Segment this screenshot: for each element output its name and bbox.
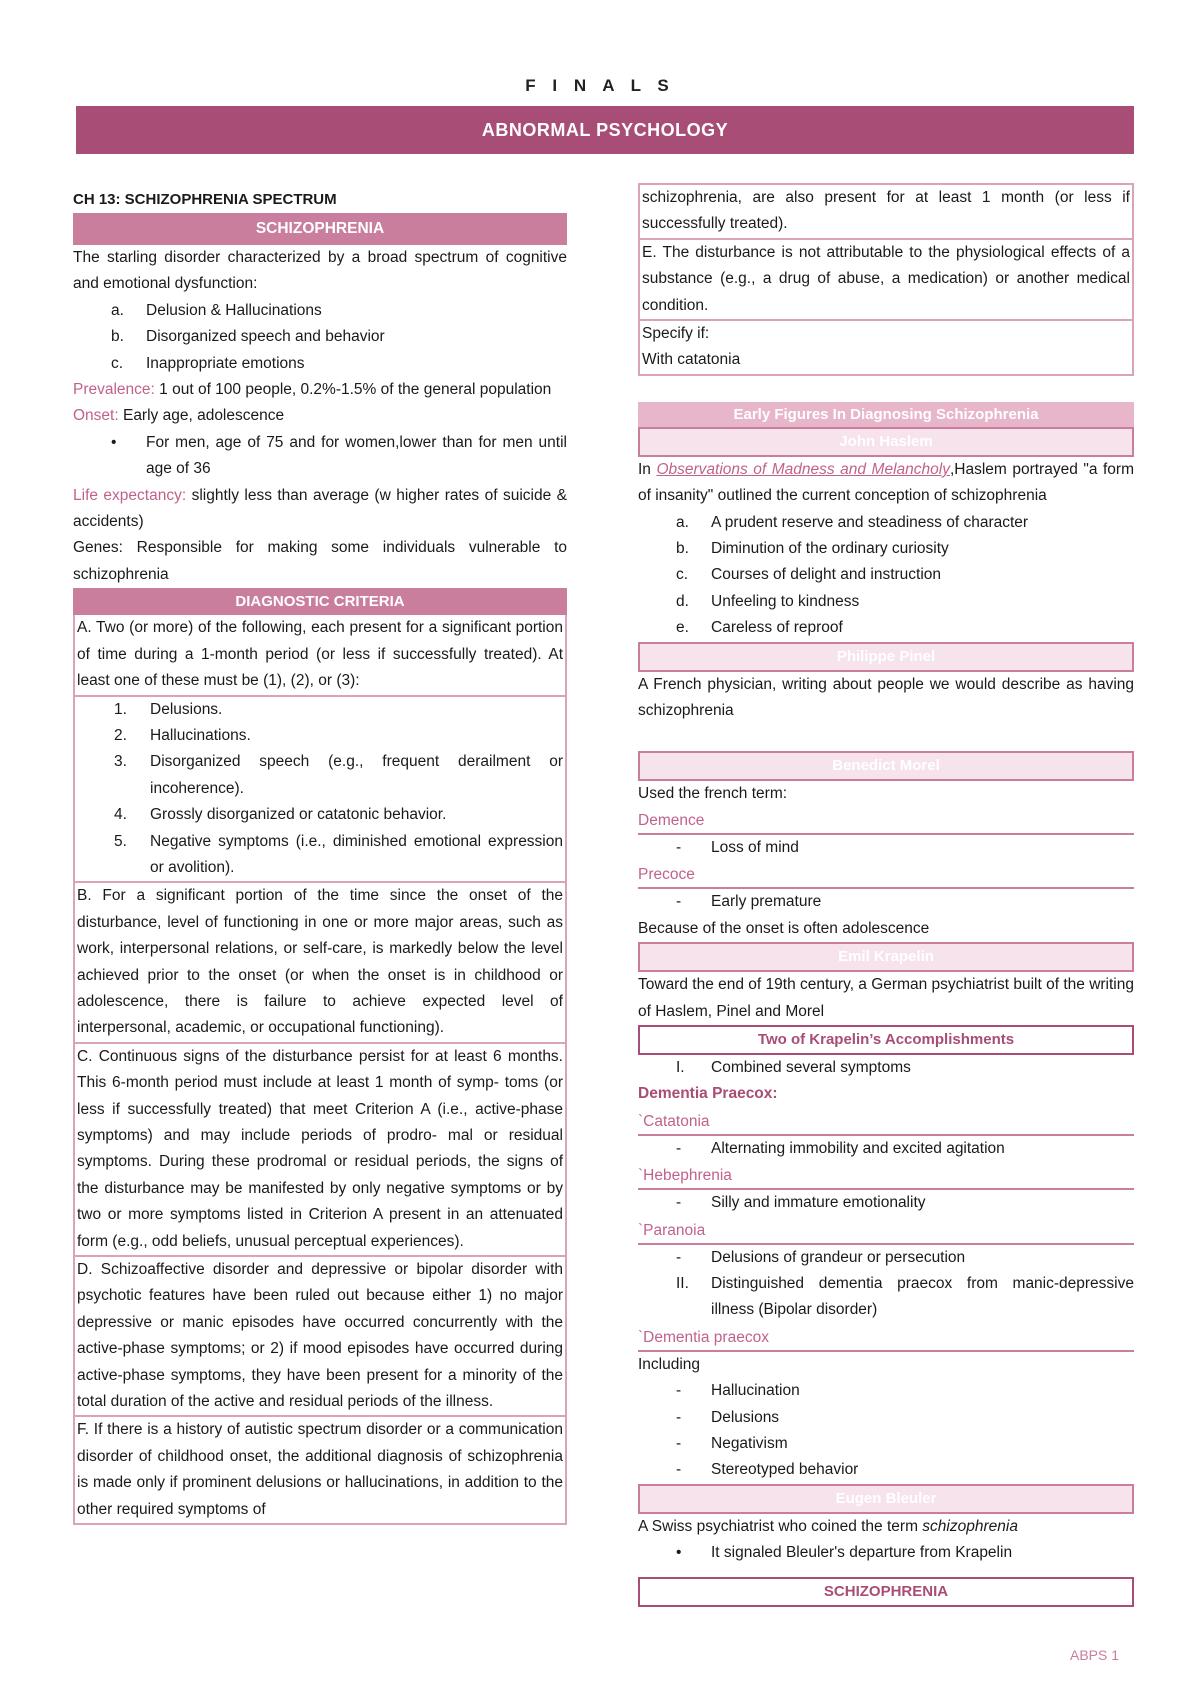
criterion-f: F. If there is a history of autistic spectrum disorder or a communication disorder of childhood onset, the additional diagnosis of schizophrenia is made only if prominent delusions or hallucinations, in addition to the other required symptoms of <box>73 1417 567 1525</box>
list-item: 5. Negative symptoms (i.e., diminished emotional expression or avolition). <box>114 832 563 876</box>
list-item: c. Courses of delight and instruction <box>676 566 942 584</box>
list-item: a. A prudent reserve and steadiness of character <box>676 513 1029 531</box>
list-item: - Stereotyped behavior <box>676 1461 859 1479</box>
paranoia-item: - Delusions of grandeur or persecution <box>676 1248 966 1266</box>
criterion-a: A. Two (or more) of the following, each present for a significant portion of time during a 1-month period (or less if successfully treated). At least one of these must be (1), (2), or (3): <box>73 615 567 696</box>
hebephrenia-label: `Hebephrenia <box>638 1162 1134 1190</box>
morel-note: Because of the onset is often adolescence <box>638 919 930 937</box>
criterion-d: D. Schizoaffective disorder and depressive or bipolar disorder with psychotic features have been ruled out because either 1) no major depressive or manic episodes have occurred concurrently with the active-phase symptoms; or 2) if mood episodes have occurred during active-phase symptoms, they have been present for a minority of the total duration of the active and residual periods of the illness. <box>73 1257 567 1417</box>
hebephrenia-item: - Silly and immature emotionality <box>676 1194 926 1212</box>
list-item: 3. Disorganized speech (e.g., frequent derailment or incoherence). <box>114 753 563 797</box>
prevalence-line: Prevalence: 1 out of 100 people, 0.2%-1.5% of the general population <box>73 381 552 399</box>
list-item: 1. Delusions. <box>114 700 223 718</box>
haslem-list <box>638 510 1134 642</box>
onset-bullet: • For men, age of 75 and for women,lower than for men until age of 36 <box>111 433 567 478</box>
left-column <box>73 187 567 1525</box>
diagnostic-criteria-header: DIAGNOSTIC CRITERIA <box>73 588 567 615</box>
criterion-a-list <box>73 697 567 884</box>
list-item: c. Inappropriate emotions <box>111 354 305 372</box>
list-item: a. Delusion & Hallucinations <box>111 301 322 319</box>
criterion-e: E. The disturbance is not attributable to the physiological effects of a substance (e.g., a drug of abuse, a medication) or another medical condition. <box>638 240 1134 321</box>
early-figures-header: Early Figures In Diagnosing Schizophrenia <box>638 402 1134 427</box>
subject-banner: ABNORMAL PSYCHOLOGY <box>76 106 1134 154</box>
right-column <box>638 183 1134 1607</box>
morel-intro: Used the french term: <box>638 784 788 802</box>
finals-heading: F I N A L S <box>525 76 675 95</box>
emil-krapelin-header: Emil Krapelin <box>638 942 1134 972</box>
bleuler-paragraph: A Swiss psychiatrist who coined the term schizophrenia <box>638 1517 1018 1535</box>
list-item: - Hallucination <box>676 1382 800 1400</box>
haslem-paragraph: In Observations of Madness and Melancholy,Haslem portrayed "a form of insanity" outlined the current conception of schizophrenia <box>638 460 1134 505</box>
paranoia-label: `Paranoia <box>638 1217 1134 1245</box>
dementia-praecox-label: Dementia Praecox: <box>638 1085 778 1103</box>
life-expectancy-line: Life expectancy: slightly less than average (w higher rates of suicide & accidents) <box>73 486 567 531</box>
list-item: d. Unfeeling to kindness <box>676 592 860 610</box>
specifier-box <box>638 321 1134 376</box>
criterion-c: C. Continuous signs of the disturbance persist for at least 6 months. This 6-month period must include at least 1 month of symp- toms (or less if successfully treated) that meet Criterion A (i.e., active-phase symptoms) and may include periods of prodro- mal or residual symptoms. During these prodromal or residual periods, the signs of the disturbance may be manifested by only negative symptoms or by two or more symptoms listed in Criterion A present in an attenuated form (e.g., odd beliefs, unusual perceptual experiences). <box>73 1044 567 1257</box>
benedict-morel-header: Benedict Morel <box>638 751 1134 781</box>
including-label: Including <box>638 1355 701 1373</box>
john-haslem-header: John Haslem <box>638 427 1134 457</box>
dementia-praecox-2-label: `Dementia praecox <box>638 1324 1134 1352</box>
demence-label: Demence <box>638 807 1134 835</box>
precoce-label: Precoce <box>638 861 1134 889</box>
pinel-paragraph: A French physician, writing about people we would describe as having schizophrenia <box>638 675 1134 720</box>
bleuler-bullet: • It signaled Bleuler's departure from Krapelin <box>676 1544 1013 1562</box>
intro-paragraph: The starling disorder characterized by a broad spectrum of cognitive and emotional dysfunction: <box>73 249 567 293</box>
accomplishment-1: I. Combined several symptoms <box>676 1058 911 1076</box>
list-item: - Negativism <box>676 1435 788 1452</box>
eugen-bleuler-header: Eugen Bleuler <box>638 1484 1134 1514</box>
specify-label: Specify if: <box>642 325 710 343</box>
book-title-link[interactable]: Observations of Madness and Melancholy <box>656 460 950 478</box>
accomplishment-2: II. Distinguished dementia praecox from manic-depressive illness (Bipolar disorder) <box>676 1274 1134 1319</box>
list-item: e. Careless of reproof <box>676 619 843 637</box>
page-footer-label: ABPS 1 <box>1070 1647 1120 1663</box>
krapelin-paragraph: Toward the end of 19th century, a German psychiatrist built of the writing of Haslem, Pinel and Morel <box>638 976 1134 1020</box>
accomplishments-header: Two of Krapelin’s Accomplishments <box>638 1025 1134 1055</box>
catatonia-label: `Catatonia <box>638 1108 1134 1136</box>
schizophrenia-bottom-header: SCHIZOPHRENIA <box>638 1577 1134 1607</box>
precoce-item: - Early premature <box>676 893 822 911</box>
demence-item: - Loss of mind <box>676 838 799 856</box>
intro-list <box>73 298 567 377</box>
list-item: b. Disorganized speech and behavior <box>111 328 385 346</box>
list-item: 2. Hallucinations. <box>114 726 251 744</box>
criterion-f-continued: schizophrenia, are also present for at least 1 month (or less if successfully treated). <box>638 183 1134 240</box>
criterion-b: B. For a significant portion of the time since the onset of the disturbance, level of functioning in one or more major areas, such as work, interpersonal relations, or self-care, is markedly below the level achieved prior to the onset (or when the onset is in childhood or adolescence, there is failure to achieve expected level of interpersonal, academic, or occupational functioning). <box>73 883 567 1043</box>
specify-value: With catatonia <box>642 351 741 369</box>
list-item: 4. Grossly disorganized or catatonic behavior. <box>114 806 447 824</box>
onset-line: Onset: Early age, adolescence <box>73 407 285 425</box>
list-item: b. Diminution of the ordinary curiosity <box>676 540 949 558</box>
catatonia-item: - Alternating immobility and excited agitation <box>676 1139 1005 1157</box>
list-item: - Delusions <box>676 1408 780 1426</box>
philippe-pinel-header: Philippe Pinel <box>638 642 1134 672</box>
chapter-title: CH 13: SCHIZOPHRENIA SPECTRUM <box>73 191 337 208</box>
genes-line: Genes: Responsible for making some individuals vulnerable to schizophrenia <box>73 539 567 583</box>
schizophrenia-section-header: SCHIZOPHRENIA <box>73 213 567 245</box>
